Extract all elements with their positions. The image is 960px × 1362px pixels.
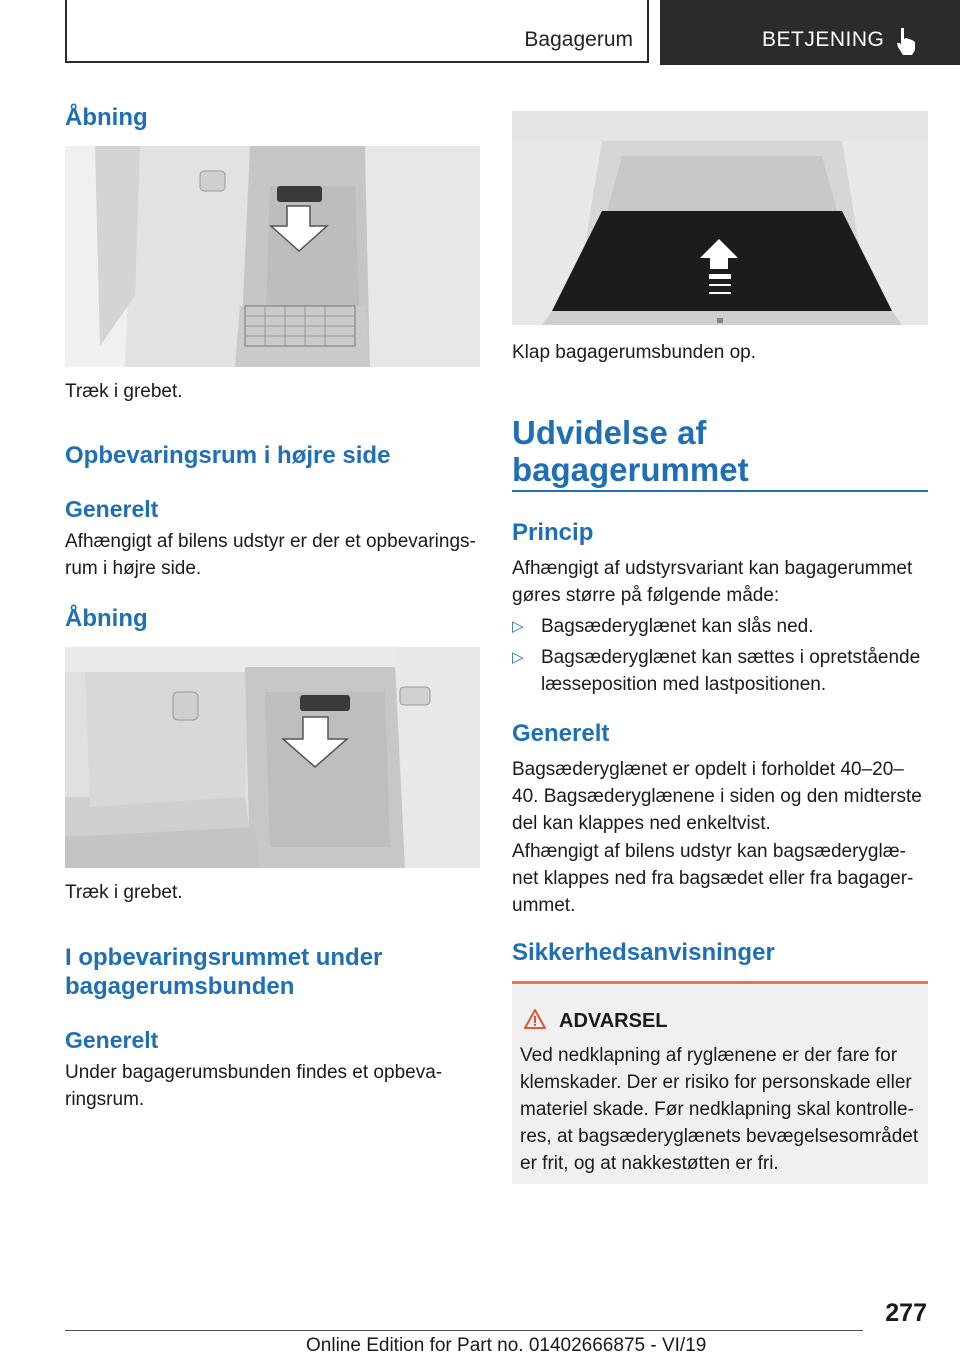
footer-divider [65,1330,863,1331]
chapter-label: BETJENING [762,28,885,51]
edition-note: Online Edition for Part no. 01402666875 - VI/19 [306,1335,707,1356]
heading-sikkerhed: Sikkerhedsanvisninger [512,939,775,966]
caption-3: Klap bagagerumsbunden op. [512,342,757,363]
section-label: Bagagerum [524,28,633,51]
list-item-2 [512,644,928,698]
hand-pointer-icon [895,26,919,56]
triangle-bullet-icon: ▷ [512,618,524,635]
triangle-bullet-icon: ▷ [512,649,524,666]
text-generelt-1-line2: rum i højre side. [65,558,202,579]
page-header [65,0,960,65]
text-generelt-1-line1: Afhængigt af bilens udstyr er der et opbevarings‐ [65,531,476,552]
heading-udvidelse-line2: bagagerummet [512,451,749,488]
list-item-1-text: Bagsæderyglænet kan slås ned. [541,616,814,637]
heading-princip: Princip [512,519,594,546]
warning-line-5: er frit, og at nakkestøtten er fri. [520,1153,779,1174]
page-number: 277 [885,1299,927,1327]
warning-line-1: Ved nedklapning af ryglænene er der fare for [520,1045,898,1066]
warning-line-3: materiel skade. Før nedklapning skal kontrolle‐ [520,1099,914,1120]
heading-aabning-1: Åbning [65,104,148,131]
warning-text [520,1042,924,1177]
heading-generelt-2: Generelt [65,1027,159,1053]
list-item-2-text-line2: læsseposition med lastpositionen. [541,674,827,695]
photo-left-compartment [65,146,480,367]
text-princip-line1: Afhængigt af udstyrsvariant kan bagagerummet [512,558,913,579]
heading-underline [512,490,928,492]
heading-generelt-1: Generelt [65,496,159,522]
heading-aabning-2: Åbning [65,605,148,632]
heading-generelt-3: Generelt [512,720,610,747]
list-item-2-text-line1: Bagsæderyglænet kan sættes i opretstående [541,647,921,668]
caption-1: Træk i grebet. [65,381,183,402]
floor-open-illustration [512,111,928,325]
text-generelt-3-line2: 40. Bagsæderyglænene i siden og den midterste [512,786,922,807]
text-generelt-4-line1: Afhængigt af bilens udstyr kan bagsæderyglæ‐ [512,841,906,862]
heading-udvidelse-line1: Udvidelse af [512,414,707,451]
warning-triangle-icon [523,1008,547,1030]
photo-right-side-compartment [65,647,480,868]
warning-line-2: klemskader. Der er risiko for personskade eller [520,1072,912,1093]
text-generelt-4-line2: net klappes ned fra bagsædet eller fra bagager‐ [512,868,914,889]
caption-2: Træk i grebet. [65,882,183,903]
right-compartment-illustration [65,647,480,868]
text-princip-line2: gøres større på følgende måde: [512,585,780,606]
heading-under-line2: bagagerumsbunden [65,973,295,1000]
heading-under-line1: I opbevaringsrummet under [65,944,383,971]
text-generelt-2-line1: Under bagagerumsbunden findes et opbeva‐ [65,1062,443,1083]
warning-box [512,981,928,1184]
text-generelt-3-line1: Bagsæderyglænet er opdelt i forholdet 40–20– [512,759,904,780]
text-generelt-4-line3: ummet. [512,895,576,916]
list-item-1 [512,613,928,640]
chapter-tab [660,0,960,65]
warning-title: ADVARSEL [559,1010,668,1032]
photo-floor-open [512,111,928,325]
section-tab [65,0,649,63]
left-compartment-illustration [65,146,480,367]
text-generelt-3-line3: del kan klappes ned enkeltvist. [512,813,771,834]
text-generelt-2-line2: ringsrum. [65,1089,145,1110]
warning-line-4: res, at bagsæderyglænets bevægelsesområdet [520,1126,919,1147]
heading-opbevaringsrum: Opbevaringsrum i højre side [65,442,391,469]
